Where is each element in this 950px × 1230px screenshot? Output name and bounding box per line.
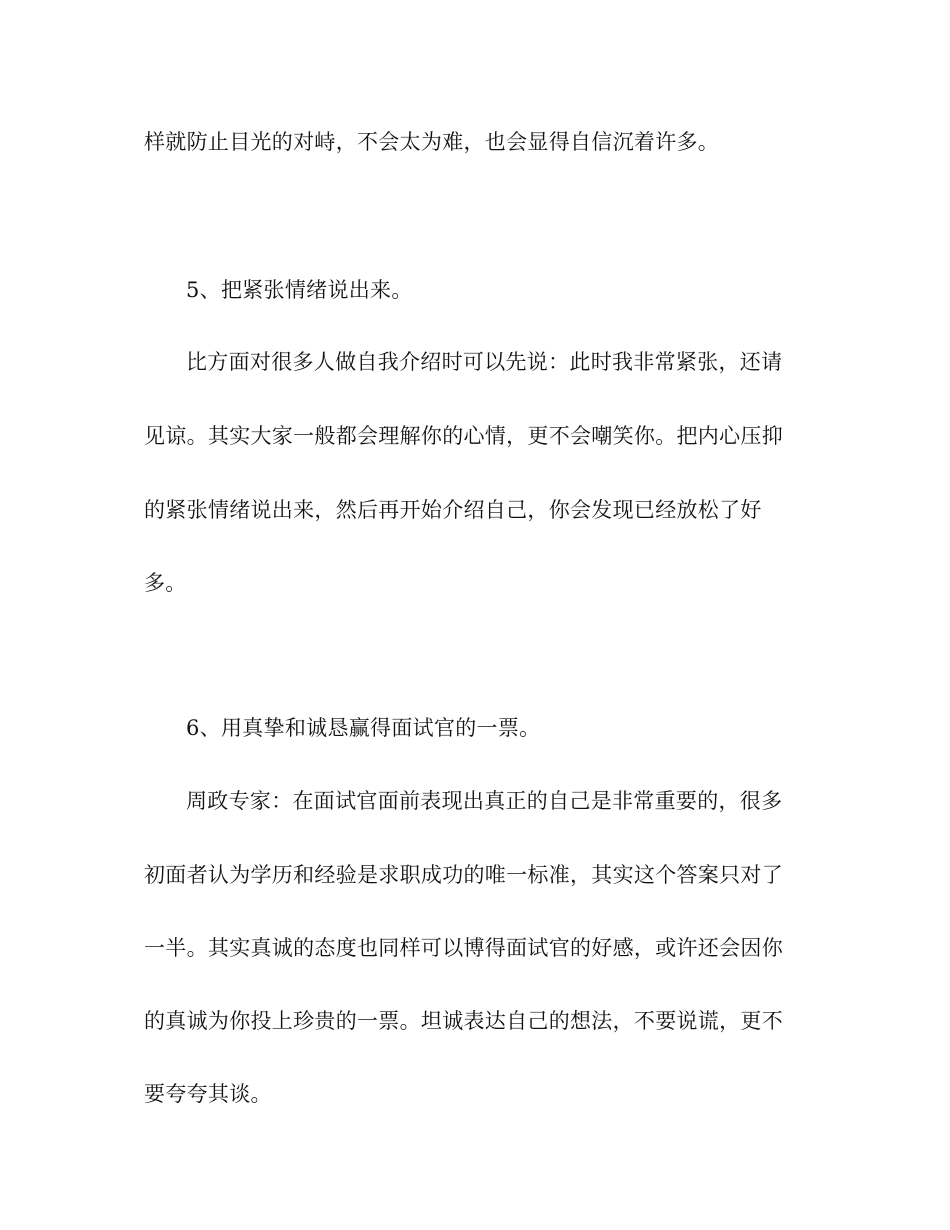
paragraph-line: 比方面对很多人做自我介绍时可以先说：此时我非常紧张，还请 [186,350,783,374]
section-heading-6: 6、用真挚和诚恳赢得面试官的一票。 [186,716,541,740]
paragraph-line: 样就防止目光的对峙，不会太为难，也会显得自信沉着许多。 [144,130,720,154]
paragraph-line: 一半。其实真诚的态度也同样可以博得面试官的好感，或许还会因你 [144,936,783,960]
paragraph-line: 的紧张情绪说出来，然后再开始介绍自己，你会发现已经放松了好 [144,498,762,522]
paragraph-line: 周政专家：在面试官面前表现出真正的自己是非常重要的，很多 [186,789,783,813]
paragraph-line: 初面者认为学历和经验是求职成功的唯一标准，其实这个答案只对了 [144,863,783,887]
section-heading-5: 5、把紧张情绪说出来。 [186,278,413,302]
paragraph-line: 要夸夸其谈。 [144,1082,272,1106]
paragraph-line: 见谅。其实大家一般都会理解你的心情，更不会嘲笑你。把内心压抑 [144,424,783,448]
paragraph-line: 的真诚为你投上珍贵的一票。坦诚表达自己的想法，不要说谎，更不 [144,1009,783,1033]
paragraph-line: 多。 [144,571,187,595]
